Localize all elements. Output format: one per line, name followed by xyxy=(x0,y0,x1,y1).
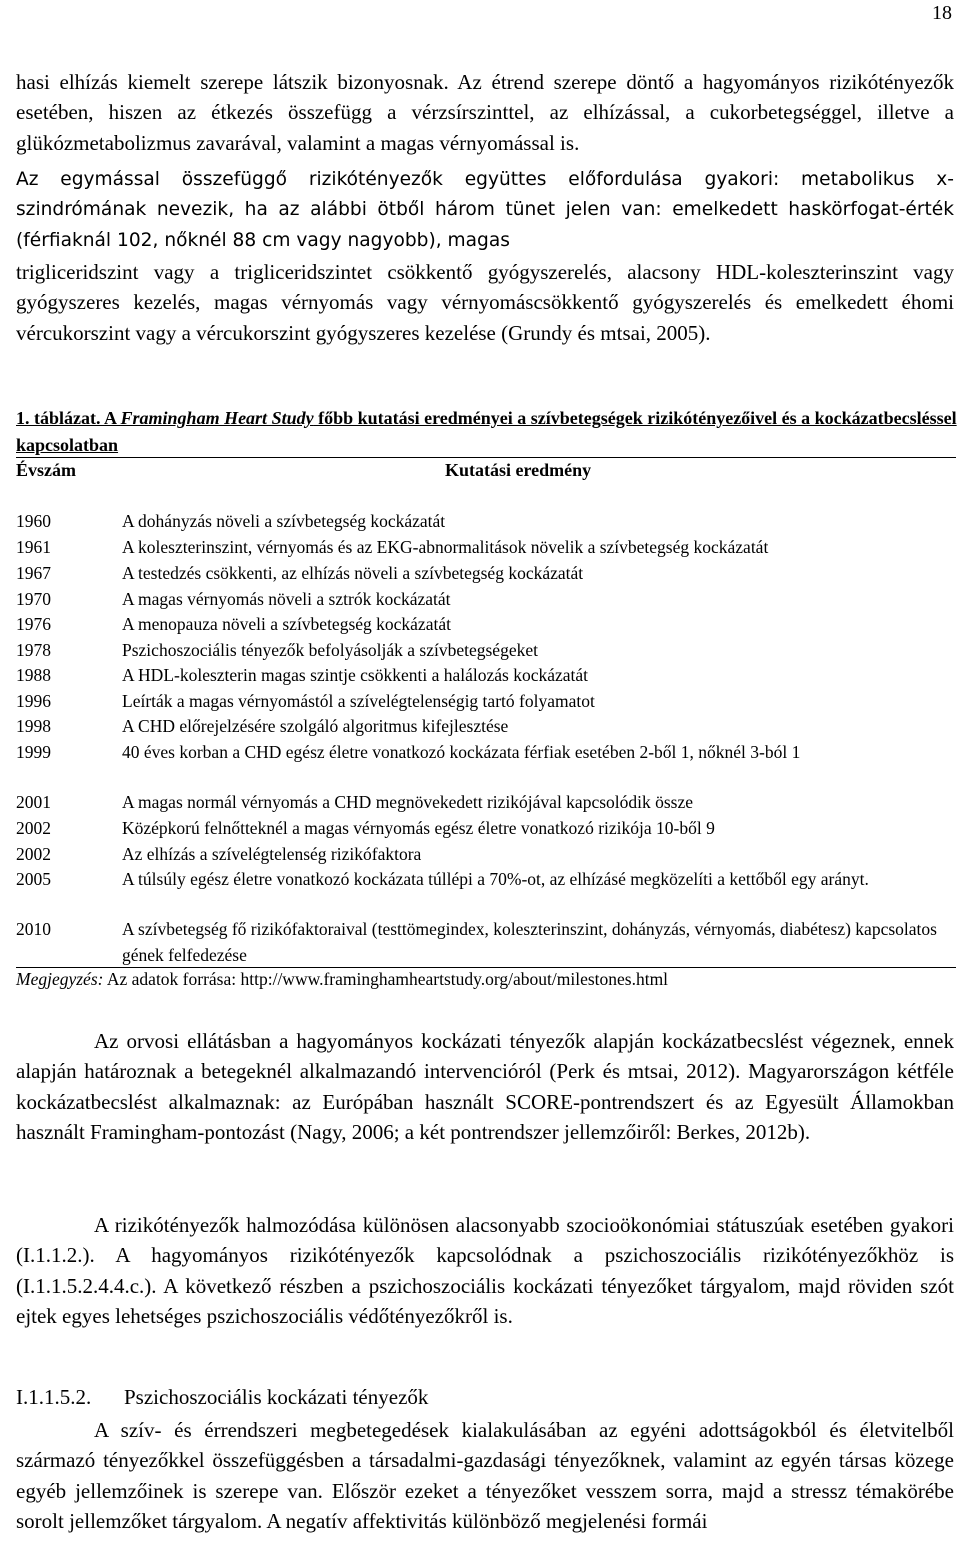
row-year: 1961 xyxy=(16,537,51,557)
row-result: A CHD előrejelzésére szolgáló algoritmus kifejlesztése xyxy=(122,716,509,736)
row-result: A túlsúly egész életre vonatkozó kockázata túllépi a 70%-ot, az elhízásé megközelíti a kettőből egy arányt. xyxy=(122,869,869,889)
row-year: 1970 xyxy=(16,589,51,609)
row-result: Leírták a magas vérnyomástól a szívelégtelenségig tartó folyamatot xyxy=(122,691,595,711)
row-year: 1960 xyxy=(16,511,51,531)
paragraph-3 xyxy=(16,1210,954,1332)
caption-pre: A xyxy=(104,408,121,428)
paragraph-2-text: Az orvosi ellátásban a hagyományos kockázati tényezők alapján kockázatbecslést végeznek, ennek alapján határoznak a betegeknél alkalmazandó intervencióról (Perk és mtsai, 2012). Magyarországon kétféle kockázatbecslést alkalmaznak: az Európában használt SCORE-pontrendszert és az Egyesült Államokban használt Framingham-pontozást (Nagy, 2006; a két pontrendszer jellemzőiről: Berkes, 2012b). xyxy=(16,1029,954,1145)
column-header-result: Kutatási eredmény xyxy=(445,460,592,480)
caption-study-name: Framingham Heart Study xyxy=(120,408,314,428)
row-year: 1999 xyxy=(16,742,51,762)
page-number: 18 xyxy=(932,2,952,24)
table-bottom-rule xyxy=(16,967,956,968)
section-number: I.1.1.5.2. xyxy=(16,1385,92,1409)
paragraph-4 xyxy=(16,1415,954,1537)
row-result: A magas vérnyomás növeli a sztrók kockázatát xyxy=(122,589,451,609)
row-year: 1988 xyxy=(16,665,51,685)
row-year: 2005 xyxy=(16,869,51,889)
row-year: 1998 xyxy=(16,716,51,736)
note-text: Az adatok forrása: http://www.framinghamheartstudy.org/about/milestones.html xyxy=(103,969,669,989)
paragraph-4-text: A szív- és érrendszeri megbetegedések kialakulásában az egyéni adottságokból és életvitelből származó tényezőkkel összefüggésben a társadalmi-gazdasági tényezőknek, valamint az egyén társas közege egyéb jellemzőinek is szerepe van. Először ezeket a tényezőket vesszem sorra, majd a stressz témakörébe sorolt jellemzőket tárgyalom. A negatív affektivitás különböző megjelenési formái xyxy=(16,1418,954,1534)
row-year: 2001 xyxy=(16,792,51,812)
row-year: 2002 xyxy=(16,844,51,864)
row-result: A menopauza növeli a szívbetegség kockázatát xyxy=(122,614,451,634)
row-year: 1978 xyxy=(16,640,51,660)
row-year: 1996 xyxy=(16,691,51,711)
paragraph-1-sans-text: Az egymással összefüggő rizikótényezők együttes előfordulása gyakori: metabolikus x-szindrómának nevezik, ha az alábbi ötből három tünet jelen van: emelkedett haskörfogat-érték (férfiaknál 102, nőknél 88 cm vagy nagyobb), magas xyxy=(16,169,954,251)
row-result: A testedzés csökkenti, az elhízás növeli a szívbetegség kockázatát xyxy=(122,563,584,583)
table-label: 1. táblázat. xyxy=(16,408,101,428)
paragraph-2 xyxy=(16,1026,954,1148)
row-result: A HDL-koleszterin magas szintje csökkenti a halálozás kockázatát xyxy=(122,665,589,685)
row-year: 2010 xyxy=(16,919,51,939)
row-year: 1976 xyxy=(16,614,51,634)
row-result: A szívbetegség fő rizikófaktoraival (testtömegindex, koleszterinszint, dohányzás, vérnyomás, diabétesz) kapcsolatos gének felfedezése xyxy=(122,919,937,965)
section-heading xyxy=(16,1385,428,1410)
row-year: 2002 xyxy=(16,818,51,838)
paragraph-1c xyxy=(16,257,954,348)
paragraph-1-serif-text: hasi elhízás kiemelt szerepe látszik bizonyosnak. Az étrend szerepe döntő a hagyományos rizikótényezők esetében, hiszen az étkezés összefügg a vérzsírszinttel, az elhízással, a cukorbetegséggel, illetve a glükózmetabolizmus zavarával, valamint a magas vérnyomással is. xyxy=(16,70,954,155)
table-caption xyxy=(16,405,958,459)
paragraph-1b xyxy=(16,165,954,256)
row-year: 1967 xyxy=(16,563,51,583)
table-note xyxy=(16,969,956,990)
paragraph-3-text: A rizikótényezők halmozódása különösen alacsonyabb szocioökonómiai státuszúak esetében gyakori (I.1.1.2.). A hagyományos rizikótényezők kapcsolódnak a pszichoszociális rizikótényezőkhöz is (I.1.1.5.2.4.4.c.). A következő részben a pszichoszociális kockázati tényezőket tárgyalom, majd röviden szót ejtek egyes lehetséges pszichoszociális védőtényezőkről is. xyxy=(16,1213,954,1329)
paragraph-1-rest-text: trigliceridszint vagy a trigliceridszintet csökkentő gyógyszerelés, alacsony HDL-koleszterinszint vagy gyógyszeres kezelés, magas vérnyomás vagy vérnyomáscsökkentő gyógyszerelés és emelkedett éhomi vércukorszint vagy a vércukorszint gyógyszeres kezelése (Grundy és mtsai, 2005). xyxy=(16,260,954,345)
row-result: Az elhízás a szívelégtelenség rizikófaktora xyxy=(122,844,422,864)
table-top-rule xyxy=(16,457,956,458)
row-result: A koleszterinszint, vérnyomás és az EKG-abnormalitások növelik a szívbetegség kockázatát xyxy=(122,537,769,557)
row-result: A dohányzás növeli a szívbetegség kockázatát xyxy=(122,511,446,531)
caption-post: főbb kutatási eredményei a szívbetegségek rizikótényezőivel és a kockázatbecsléssel kapcsolatban xyxy=(16,408,957,455)
row-result: Pszichoszociális tényezők befolyásolják a szívbetegségeket xyxy=(122,640,538,660)
row-result: 40 éves korban a CHD egész életre vonatkozó kockázata férfiak esetében 2-ből 1, nőknél 3-ból 1 xyxy=(122,742,801,762)
section-title: Pszichoszociális kockázati tényezők xyxy=(124,1385,429,1409)
column-header-year: Évszám xyxy=(16,460,76,480)
note-label: Megjegyzés: xyxy=(16,969,104,989)
row-result: A magas normál vérnyomás a CHD megnövekedett rizikójával kapcsolódik össze xyxy=(122,792,694,812)
paragraph-1a xyxy=(16,67,954,158)
row-result: Középkorú felnőtteknél a magas vérnyomás egész életre vonatkozó rizikója 10-ből 9 xyxy=(122,818,715,838)
